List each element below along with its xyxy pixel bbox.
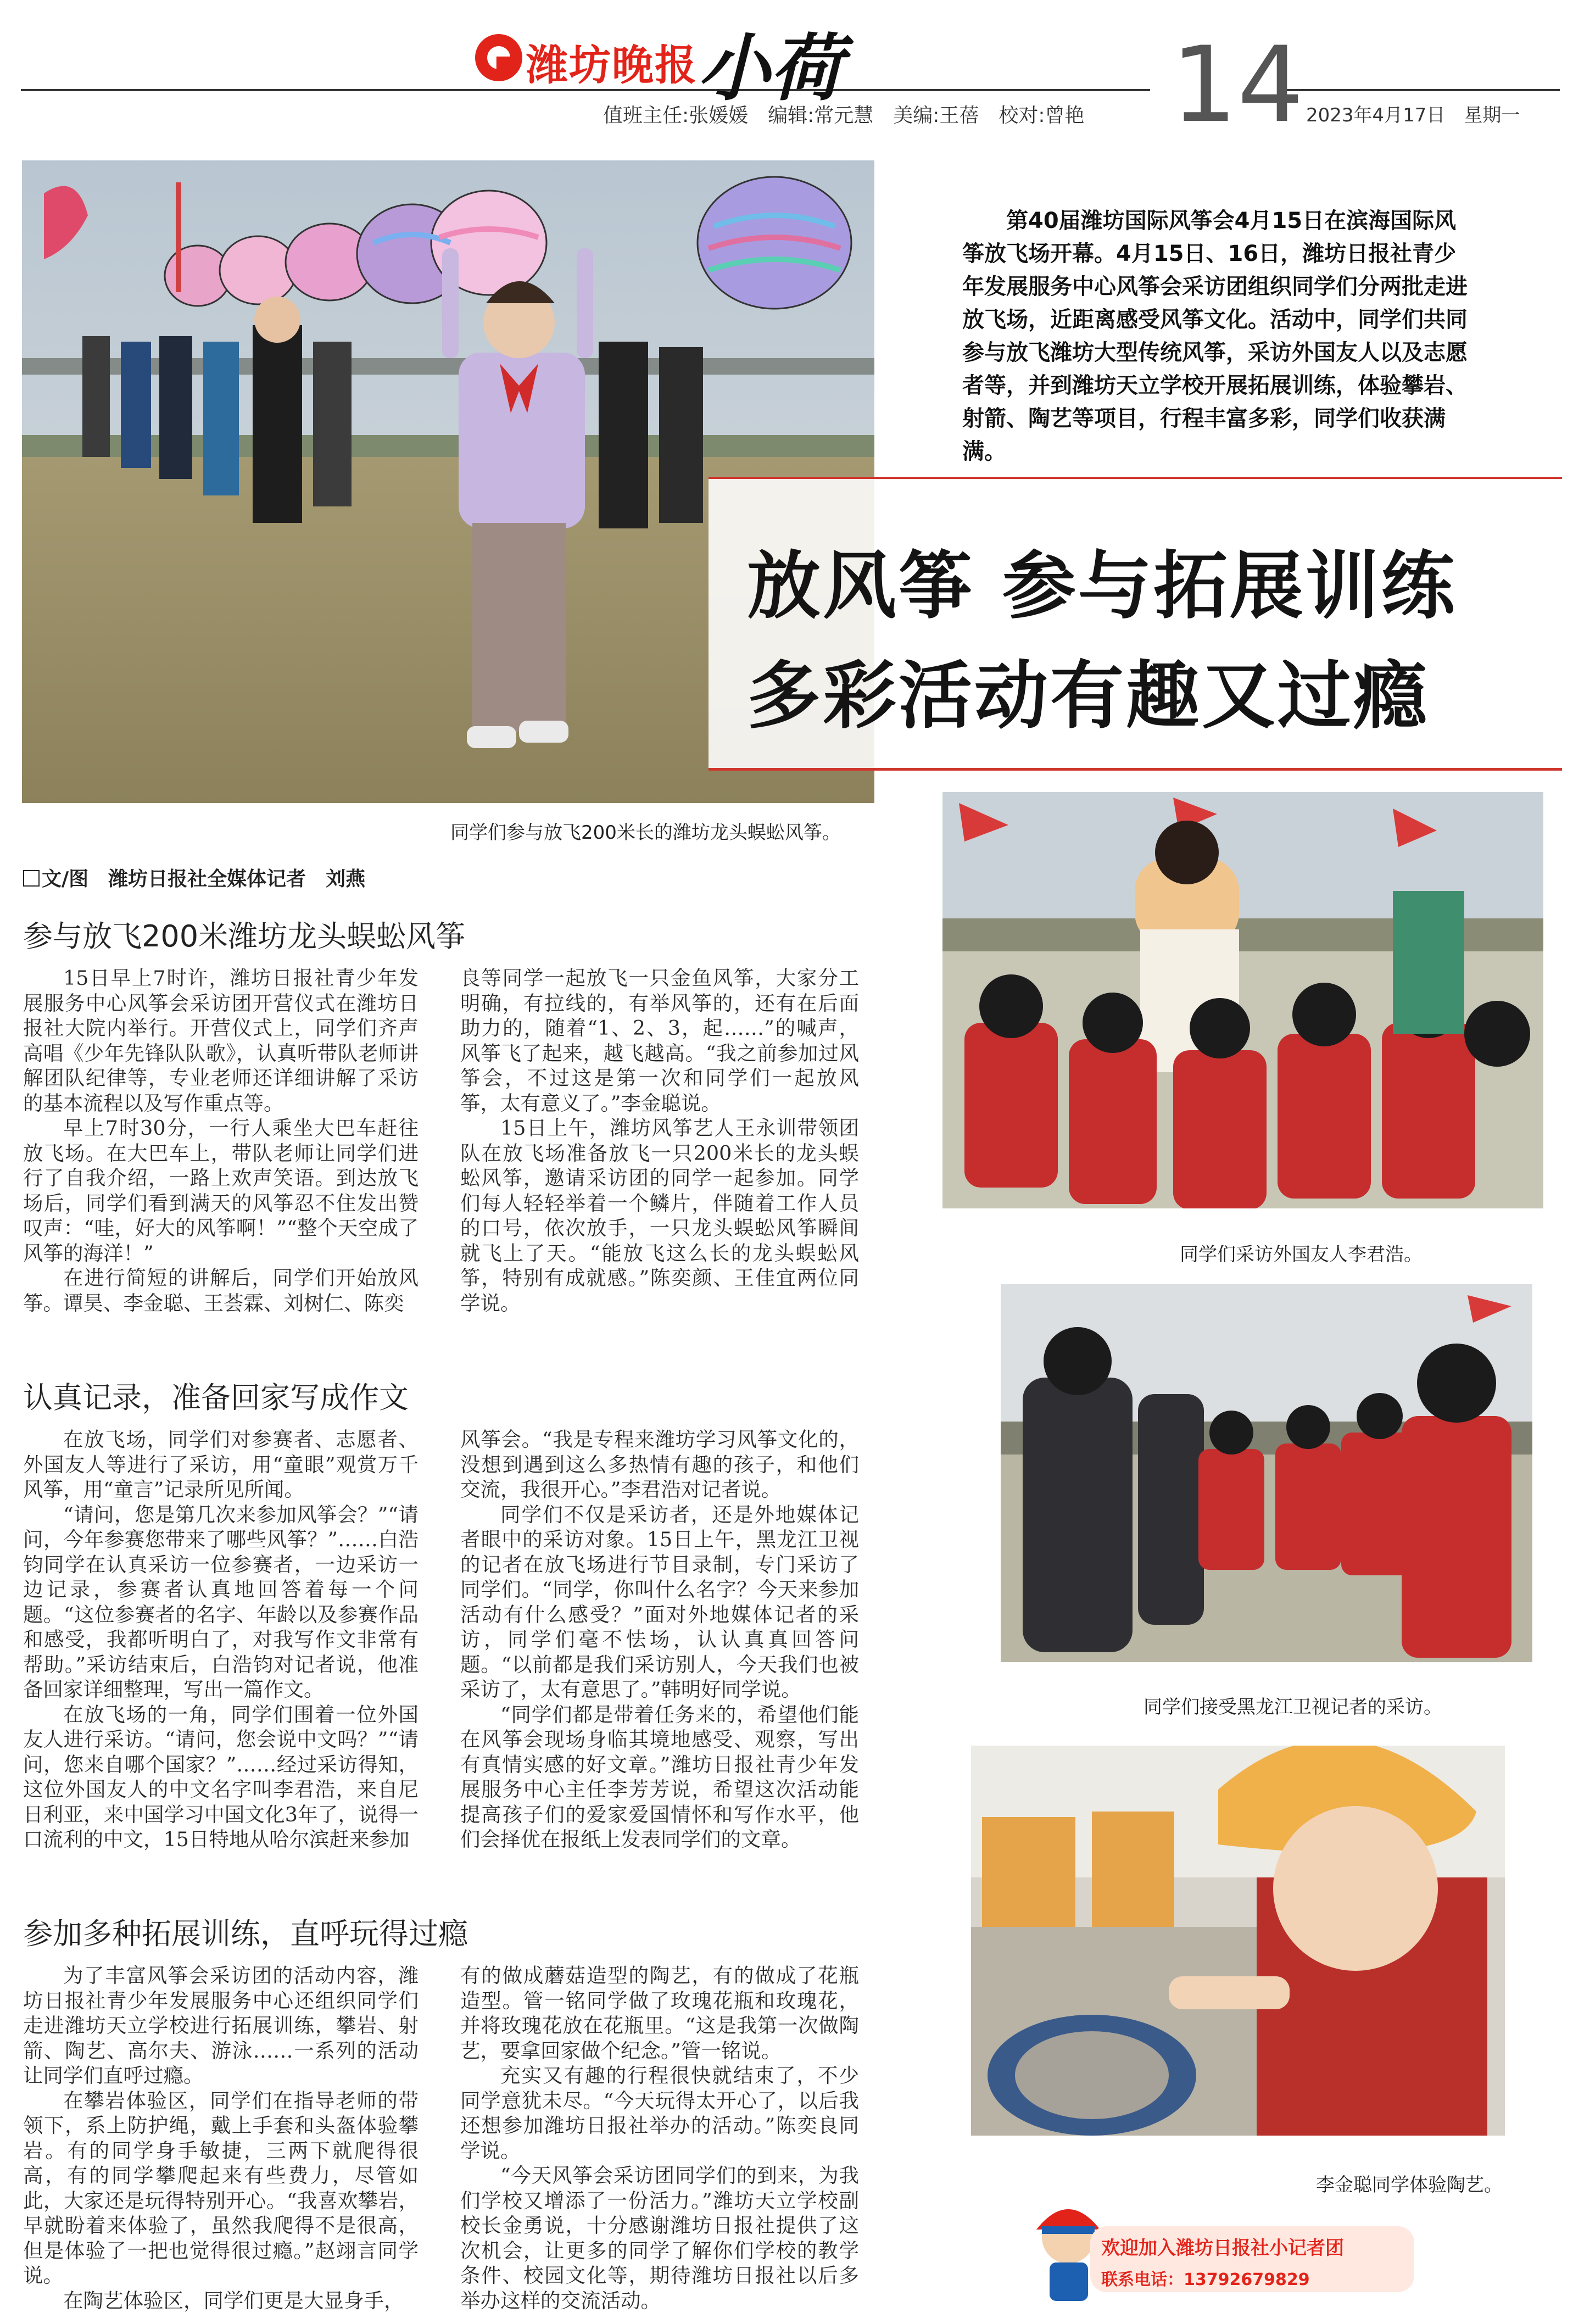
section3-right-p3: “今天风筝会采访团同学们的到来，为我们学校又增添了一份活力。”潍坊天立学校副校长金勇说，十分感谢潍坊日报社提供了这次机会，让更多的同学了解你们学校的教学条件、校园文化等，期待潍坊日报社以后多举办这样的交流活动。 <box>460 2164 859 2312</box>
section2-right-p2: 同学们不仅是采访者，还是外地媒体记者眼中的采访对象。15日上午，黑龙江卫视的记者在放飞场进行节目录制，专门采访了同学们。“同学，你叫什么名字？今天来参加活动有什么感受？”面对外地媒体记者的采访，同学们毫不怯场，认认真真回答问题。“以前都是我们采访别人，今天我们也被采访了，太有意思了。”韩明好同学说。 <box>460 1502 859 1701</box>
section1-right-p2: 15日上午，潍坊风筝艺人王永训带领团队在放飞场准备放飞一只200米长的龙头蜈蚣风筝，邀请采访团的同学一起参加。同学们每人轻轻举着一个鳞片，伴随着工作人员的口号，依次放手，一只龙头蜈蚣风筝瞬间就飞上了天。“能放飞这么长的龙头蜈蚣风筝，特别有成就感。”陈奕颜、王佳宜两位同学说。 <box>460 1116 859 1315</box>
photo3-caption: 同学们接受黑龙江卫视记者的采访。 <box>1144 1696 1442 1718</box>
section2-right-p3: “同学们都是带着任务来的，希望他们能在风筝会现场身临其境地感受、观察，写出有真情实感的好文章。”潍坊日报社青少年发展服务中心主任李芳芳说，希望这次活动能提高孩子们的爱家爱国情怀和写作水平，他们会择优在报纸上发表同学们的文章。 <box>460 1702 859 1851</box>
photo-pottery <box>971 1746 1505 2136</box>
section2-left-p2: “请问，您是第几次来参加风筝会？”“请问，今年参赛您带来了哪些风筝？”……白浩钧同学在认真采访一位参赛者，一边采访一边记录，参赛者认真地回答着每一个问题。“这位参赛者的名字、年龄以及参赛作品和感受，我都听明白了，对我写作文非常有帮助。”采访结束后，白浩钧对记者说，他准备回家详细整理，写出一篇作文。 <box>23 1502 419 1701</box>
photo-tv-interview <box>1001 1284 1532 1662</box>
section3-left-column <box>23 1963 419 2313</box>
section1-title: 参与放飞200米潍坊龙头蜈蚣风筝 <box>23 919 466 954</box>
section2-right-column <box>460 1427 859 1852</box>
section3-right-p2: 充实又有趣的行程很快就结束了，不少同学意犹未尽。“今天玩得太开心了，以后我还想参加潍坊日报社举办的活动。”陈奕良同学说。 <box>460 2064 859 2163</box>
section1-left-column <box>23 966 419 1316</box>
photo4-caption: 李金聪同学体验陶艺。 <box>1316 2174 1503 2196</box>
section1-left-p1: 15日早上7时许，潍坊日报社青少年发展服务中心风筝会采访团开营仪式在潍坊日报社大院内举行。开营仪式上，同学们齐声高唱《少年先锋队队歌》，认真听带队老师讲解团队纪律等，专业老师还详细讲解了采访的基本流程以及写作重点等。 <box>23 966 419 1115</box>
section3-left-p1: 为了丰富风筝会采访团的活动内容，潍坊日报社青少年发展服务中心还组织同学们走进潍坊天立学校进行拓展训练，攀岩、射箭、陶艺、高尔夫、游泳……一系列的活动让同学们直呼过瘾。 <box>23 1964 419 2087</box>
page-number: 14 <box>1171 24 1304 146</box>
byline-text: 文/图 潍坊日报社全媒体记者 刘燕 <box>42 868 366 890</box>
section1-right-p1: 良等同学一起放飞一只金鱼风筝，大家分工明确，有拉线的，有举风筝的，还有在后面助力的，随着“1、2、3，起……”的喊声，风筝飞了起来，越飞越高。“我之前参加过风筝会，不过这是第一次和同学们一起放风筝，太有意义了。”李金聪说。 <box>460 966 859 1115</box>
section3-right-column <box>460 1963 859 2313</box>
section1-left-p3: 在进行简短的讲解后，同学们开始放风筝。谭昊、李金聪、王荟霖、刘树仁、陈奕 <box>23 1266 419 1315</box>
photo2-caption: 同学们采访外国友人李君浩。 <box>1180 1244 1423 1266</box>
banner-hotline: 联系电话：13792679829 <box>1101 2270 1310 2289</box>
section2-right-p1: 风筝会。“我是专程来潍坊学习风筝文化的，没想到遇到这么多热情有趣的孩子，和他们交流，我很开心。”李君浩对记者说。 <box>460 1428 859 1501</box>
main-photo-caption: 同学们参与放飞200米长的潍坊龙头蜈蚣风筝。 <box>450 822 841 844</box>
issue-date: 2023年4月17日 星期一 <box>1306 104 1520 126</box>
photo-interview-foreigner <box>942 792 1543 1208</box>
section2-title: 认真记录，准备回家写成作文 <box>23 1380 409 1415</box>
section3-title: 参加多种拓展训练，直呼玩得过瘾 <box>23 1916 468 1951</box>
section1-left-p2: 早上7时30分，一行人乘坐大巴车赶往放飞场。在大巴车上，带队老师让同学们进行了自我介绍，一路上欢声笑语。到达放飞场后，同学们看到满天的风筝忍不住发出赞叹声：“哇，好大的风筝啊！”“整个天空成了风筝的海洋！” <box>23 1116 419 1265</box>
reporter-club-banner <box>1030 2193 1425 2314</box>
section3-right-p1: 有的做成蘑菇造型的陶艺，有的做成了花瓶造型。管一铭同学做了玫瑰花瓶和玫瑰花，并将玫瑰花放在花瓶里。“这是我第一次做陶艺，要拿回家做个纪念。”管一铭说。 <box>460 1964 859 2063</box>
section1-right-column <box>460 966 859 1316</box>
section2-left-p3: 在放飞场的一角，同学们围着一位外国友人进行采访。“请问，您会说中文吗？”“请问，您来自哪个国家？”……经过采访得知，这位外国友人的中文名字叫李君浩，来自尼日利亚，来中国学习中国文化3年了，说得一口流利的中文，15日特地从哈尔滨赶来参加 <box>23 1702 419 1851</box>
section3-left-p2: 在攀岩体验区，同学们在指导老师的带领下，系上防护绳，戴上手套和头盔体验攀岩。有的同学身手敏捷，三两下就爬得很高，有的同学攀爬起来有些费力，尽管如此，大家还是玩得特别开心。“我喜欢攀岩，早就盼着来体验了，虽然我爬得不是很高，但是体验了一把也觉得很过瘾。”赵翊言同学说。 <box>23 2088 419 2287</box>
staff-credits: 值班主任:张媛媛 编辑:常元慧 美编:王蓓 校对:曾艳 <box>603 104 1085 127</box>
section-title: 小荷 <box>698 26 843 111</box>
newspaper-brand: 潍坊晚报 <box>526 41 698 90</box>
header-rule-right <box>1285 89 1560 91</box>
section2-left-column <box>23 1427 419 1852</box>
byline <box>23 863 365 891</box>
section2-left-p1: 在放飞场，同学们对参赛者、志愿者、外国友人等进行了采访，用“童眼”观赏万千风筝，用“童言”记录所见所闻。 <box>23 1428 419 1501</box>
headline-line-2: 多彩活动有趣又过瘾 <box>747 653 1430 739</box>
byline-box-icon <box>23 870 40 887</box>
section3-left-p3: 在陶艺体验区，同学们更是大显身手， <box>63 2288 404 2312</box>
headline-line-1: 放风筝 参与拓展训练 <box>747 543 1457 629</box>
headline-bottom-rule <box>709 768 1562 771</box>
banner-title: 欢迎加入潍坊日报社小记者团 <box>1101 2237 1344 2259</box>
newspaper-logo-icon <box>475 34 522 81</box>
intro-lead: 第40届潍坊国际风筝会4月15日在滨海国际风筝放飞场开幕。4月15日、16日，潍坊日报社青少年发展服务中心风筝会采访团组织同学们分两批走进放飞场，近距离感受风筝文化。活动中，同学们共同参与放飞潍坊大型传统风筝，采访外国友人以及志愿者等，并到潍坊天立学校开展拓展训练，体验攀岩、射箭、陶艺等项目，行程丰富多彩，同学们收获满满。 <box>962 208 1468 464</box>
